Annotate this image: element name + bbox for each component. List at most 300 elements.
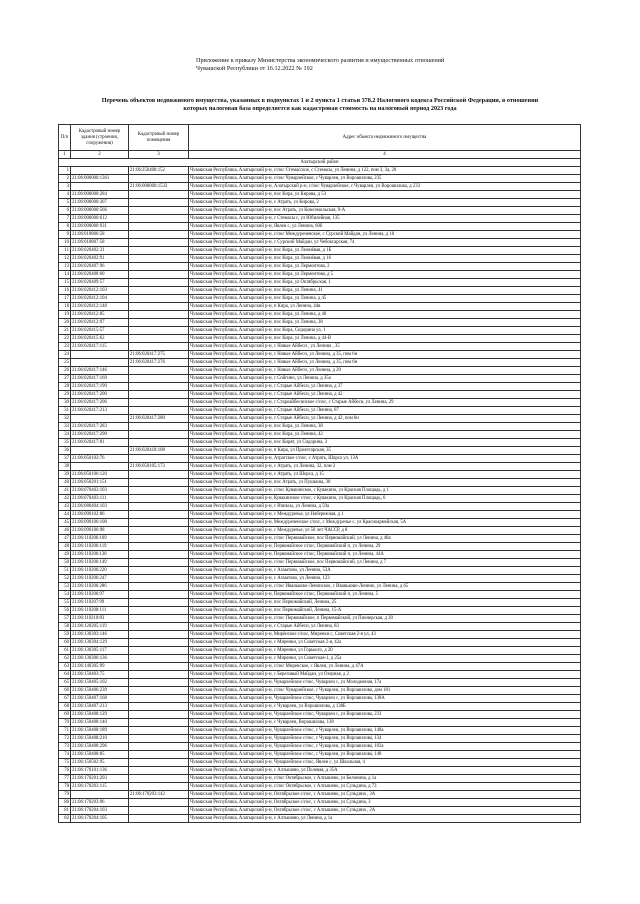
address: Чувашская Республика, Алатырский р-н, с Чуварлеи, Ворошилова, 138 xyxy=(189,719,581,727)
row-number: 55 xyxy=(59,599,71,607)
building-cadastral-number: 21:06:090106:98 xyxy=(71,527,129,535)
building-cadastral-number: 21:06:150408:140 xyxy=(71,719,129,727)
table-row xyxy=(59,807,581,815)
table-row xyxy=(59,207,581,215)
address: Чувашская Республика, Алатырский р-н, Первомайское с/пос, Первомайский п, ул Ленина, 29 xyxy=(189,543,581,551)
building-cadastral-number: 21:06:000000:284 xyxy=(71,191,129,199)
row-number: 74 xyxy=(59,751,71,759)
table-row xyxy=(59,375,581,383)
building-cadastral-number: 21:06:150502:95 xyxy=(71,759,129,767)
building-cadastral-number: 21:06:150408:85 xyxy=(71,751,129,759)
room-cadastral-number xyxy=(129,207,189,215)
table-header-row xyxy=(59,125,581,151)
table-row xyxy=(59,799,581,807)
table-row xyxy=(59,455,581,463)
room-cadastral-number: 21:06:020417:276 xyxy=(129,359,189,367)
address: Чувашская Республика, Алатырский р-н, Кувакинское с/пос, с Кувакино, ул Красная Площадь, 6 xyxy=(189,495,581,503)
address: Чувашская Республика, Алатырский р-н, пос Кира, ул Ленина, д 44-В xyxy=(189,335,581,343)
row-number: 21 xyxy=(59,327,71,335)
row-number: 65 xyxy=(59,679,71,687)
room-cadastral-number xyxy=(129,263,189,271)
room-cadastral-number xyxy=(129,335,189,343)
room-cadastral-number xyxy=(129,319,189,327)
property-table xyxy=(58,124,581,823)
building-cadastral-number: 21:06:020402:91 xyxy=(71,255,129,263)
building-cadastral-number: 21:06:150408:189 xyxy=(71,727,129,735)
document-title-line-2: которых налоговая база определяется как кадастровая стоимость на налоговый период 2023 года xyxy=(183,105,457,112)
row-number: 67 xyxy=(59,695,71,703)
row-number: 6 xyxy=(59,207,71,215)
table-row xyxy=(59,231,581,239)
table-row xyxy=(59,791,581,799)
address: Чувашская Республика, Алатырский р-н, с Старые Айбеси, ул Ленина, д 42 xyxy=(189,391,581,399)
table-row xyxy=(59,391,581,399)
address: Чувашская Республика, Алатырский р-н, Алатырский р-н, с/пос Чуварлейское, с Чуварлеи, ул Ворошилова, д 233 xyxy=(189,183,581,191)
table-row xyxy=(59,415,581,423)
address: Чувашская Республика, Алатырский р-н, пос Атрать, ул Комсомольская, 9-А xyxy=(189,207,581,215)
room-cadastral-number xyxy=(129,471,189,479)
room-cadastral-number xyxy=(129,719,189,727)
building-cadastral-number: 21:06:020417:283 xyxy=(71,423,129,431)
building-cadastral-number: 21:06:050201:151 xyxy=(71,479,129,487)
building-cadastral-number: 21:06:000000:931 xyxy=(71,223,129,231)
room-cadastral-number xyxy=(129,231,189,239)
row-number: 24 xyxy=(59,351,71,359)
room-cadastral-number xyxy=(129,551,189,559)
row-number: 4 xyxy=(59,191,71,199)
address: Чувашская Республика, Алатырский р-н, с Новые Айбеси, ул Ленина, д 20 xyxy=(189,367,581,375)
room-cadastral-number xyxy=(129,543,189,551)
row-number: 57 xyxy=(59,615,71,623)
row-number: 34 xyxy=(59,431,71,439)
table-row xyxy=(59,527,581,535)
row-number: 40 xyxy=(59,479,71,487)
table-row xyxy=(59,759,581,767)
room-cadastral-number: 21:06:170203:142 xyxy=(129,791,189,799)
table-row xyxy=(59,167,581,175)
table-row xyxy=(59,775,581,783)
building-cadastral-number: 21:06:020415:62 xyxy=(71,335,129,343)
address: Чувашская Республика, Алатырский р-н, Чуварлейское с/пос, Чуварлеи с, ул Ворошилова, 233 xyxy=(189,711,581,719)
room-cadastral-number: 21:06:000000:1533 xyxy=(129,183,189,191)
address: Чувашская Республика, Алатырский р-н, с Новые Айбеси, ул Ленина, д 35, пом 6н xyxy=(189,359,581,367)
building-cadastral-number xyxy=(71,447,129,455)
row-number: 79 xyxy=(59,791,71,799)
room-cadastral-number xyxy=(129,631,189,639)
row-number: 44 xyxy=(59,511,71,519)
room-cadastral-number xyxy=(129,215,189,223)
building-cadastral-number: 21:06:050103:76 xyxy=(71,455,129,463)
table-row xyxy=(59,311,581,319)
table-row xyxy=(59,735,581,743)
address: Чувашская Республика, Алатырский р-н, пос Кира, ул Ленина, 38 xyxy=(189,319,581,327)
building-cadastral-number: 21:06:170204:103 xyxy=(71,807,129,815)
row-number: 73 xyxy=(59,743,71,751)
room-cadastral-number xyxy=(129,375,189,383)
building-cadastral-number xyxy=(71,463,129,471)
address: Чувашская Республика, Алатырский р-н, с Сурский Майдан, ул Чебоксарская, 74 xyxy=(189,239,581,247)
building-cadastral-number: 21:06:000000:1361 xyxy=(71,175,129,183)
building-cadastral-number xyxy=(71,359,129,367)
room-cadastral-number xyxy=(129,175,189,183)
address: Чувашская Республика, Алатырский р-н, Чуварлейское с/пос, Явлеи с, ул Школьная, 4 xyxy=(189,759,581,767)
row-number: 49 xyxy=(59,551,71,559)
address: Чувашская Республика, Алатырский р-н, с Атрать, ул Ленина, 32, пом 2 xyxy=(189,463,581,471)
table-row xyxy=(59,751,581,759)
room-cadastral-number xyxy=(129,527,189,535)
room-cadastral-number xyxy=(129,711,189,719)
room-cadastral-number xyxy=(129,511,189,519)
building-cadastral-number: 21:06:110207:99 xyxy=(71,599,129,607)
address: Чувашская Республика, Алатырский р-н, пос Кира, ул Ленина, д 40 xyxy=(189,311,581,319)
building-cadastral-number: 21:06:110206:119 xyxy=(71,543,129,551)
row-number: 20 xyxy=(59,319,71,327)
address: Чувашская Республика, Алатырский р-н, с Атрать, ул Кирова, 2 xyxy=(189,199,581,207)
table-row xyxy=(59,615,581,623)
building-cadastral-number: 21:06:020417:146 xyxy=(71,367,129,375)
address: Чувашская Республика, Алатырский р-н, с Сойгино, ул Ленина, д 35а xyxy=(189,375,581,383)
building-cadastral-number: 21:06:140305:99 xyxy=(71,663,129,671)
address: Чувашская Республика, Алатырский р-н, с/пос Миренское, с Явлеи, ул Ленина, д 47А xyxy=(189,663,581,671)
row-number: 60 xyxy=(59,639,71,647)
building-cadastral-number: 21:06:020417:115 xyxy=(71,343,129,351)
room-cadastral-number xyxy=(129,583,189,591)
building-cadastral-number: 21:06:110206:286 xyxy=(71,583,129,591)
building-cadastral-number: 21:06:020412:97 xyxy=(71,319,129,327)
address: Чувашская Республика, Алатырский р-н, с/пос Кувакинское, с Кувакино, ул Красная Площадь, д 1 xyxy=(189,487,581,495)
building-cadastral-number xyxy=(71,791,129,799)
room-cadastral-number xyxy=(129,287,189,295)
address: Чувашская Республика, Алатырский р-н, с/пос Первомайское, пос Первомайский, ул Ленина, д 7 xyxy=(189,559,581,567)
room-cadastral-number xyxy=(129,559,189,567)
address: Чувашская Республика, Алатырский р-н, Октябрьское с/пос, с Алтышево, ул Сульдина, 3 xyxy=(189,799,581,807)
building-cadastral-number: 21:06:110206:247 xyxy=(71,575,129,583)
row-number: 25 xyxy=(59,359,71,367)
address: Чувашская Республика, Алатырский р-н, с Миренки, ул Советская 2-я, 42а xyxy=(189,639,581,647)
table-row xyxy=(59,295,581,303)
building-cadastral-number: 21:06:010807:58 xyxy=(71,239,129,247)
row-number: 53 xyxy=(59,583,71,591)
table-row xyxy=(59,223,581,231)
building-cadastral-number: 21:06:020407:96 xyxy=(71,263,129,271)
building-cadastral-number: 21:06:120205:119 xyxy=(71,623,129,631)
row-number: 7 xyxy=(59,215,71,223)
table-row xyxy=(59,543,581,551)
room-cadastral-number xyxy=(129,567,189,575)
row-number: 66 xyxy=(59,687,71,695)
header-address: Адрес объекта недвижимого имущества xyxy=(189,125,581,151)
building-cadastral-number: 21:06:020417:200 xyxy=(71,391,129,399)
room-cadastral-number xyxy=(129,383,189,391)
table-row xyxy=(59,383,581,391)
row-number: 43 xyxy=(59,503,71,511)
building-cadastral-number: 21:06:090102:86 xyxy=(71,511,129,519)
header-room-cadastral: Кадастровый номер помещения xyxy=(129,125,189,151)
table-row xyxy=(59,815,581,823)
address: Чувашская Республика, Алатырский р-н, Чуварлейское с/пос, Чуварлеи с, ул Ворошилова, 138А xyxy=(189,695,581,703)
address: Чувашская Республика, Алатырский р-н, с Новые Айбеси, ул Ленина, д 35, пом 6н xyxy=(189,351,581,359)
room-cadastral-number xyxy=(129,271,189,279)
building-cadastral-number: 21:06:170101:136 xyxy=(71,767,129,775)
column-number: 4 xyxy=(189,151,581,159)
building-cadastral-number: 21:06:110210:83 xyxy=(71,615,129,623)
row-number: 76 xyxy=(59,767,71,775)
building-cadastral-number: 21:06:150408:129 xyxy=(71,711,129,719)
table-row xyxy=(59,783,581,791)
building-cadastral-number: 21:06:020417:169 xyxy=(71,375,129,383)
table-row xyxy=(59,463,581,471)
room-cadastral-number xyxy=(129,775,189,783)
address: Чувашская Республика, Алатырский р-н, пос Кира, ул Лермонтова, д 5 xyxy=(189,271,581,279)
table-row xyxy=(59,335,581,343)
address: Чувашская Республика, Алатырский р-н, с Ахматово, ул Ленина, 53А xyxy=(189,567,581,575)
table-row xyxy=(59,359,581,367)
building-cadastral-number: 21:06:020412:103 xyxy=(71,287,129,295)
building-cadastral-number: 21:06:130306:136 xyxy=(71,655,129,663)
room-cadastral-number xyxy=(129,743,189,751)
address: Чувашская Республика, Алатырский р-н, пос Кира, ул Ленина, 42 xyxy=(189,431,581,439)
address: Чувашская Республика, Алатырский р-н, с Алтышево, ул Полевая, д 35А xyxy=(189,767,581,775)
table-row xyxy=(59,175,581,183)
building-cadastral-number xyxy=(71,415,129,423)
row-number: 13 xyxy=(59,263,71,271)
row-number: 80 xyxy=(59,799,71,807)
row-number: 16 xyxy=(59,287,71,295)
table-row xyxy=(59,255,581,263)
row-number: 78 xyxy=(59,783,71,791)
building-cadastral-number: 21:06:020412:148 xyxy=(71,303,129,311)
building-cadastral-number: 21:06:170201:203 xyxy=(71,775,129,783)
row-number: 3 xyxy=(59,183,71,191)
building-cadastral-number: 21:06:170203:96 xyxy=(71,799,129,807)
document-title-line-1: Перечень объектов недвижимого имущества, указанных в подпунктах 1 и 2 пункта 1 статьи 378.2 Налогового кодекса Российской Федерации, в отношении xyxy=(101,97,539,104)
room-cadastral-number xyxy=(129,247,189,255)
address: Чувашская Республика, Алатырский р-н, с Междуречье, ул Набережная, д 1 xyxy=(189,511,581,519)
address: Чувашская Республика, Алатырский р-н, п Кира, ул Ленина, 44в xyxy=(189,303,581,311)
table-row xyxy=(59,327,581,335)
building-cadastral-number: 21:06:020415:57 xyxy=(71,327,129,335)
table-row xyxy=(59,367,581,375)
table-row xyxy=(59,567,581,575)
table-row xyxy=(59,719,581,727)
row-number: 45 xyxy=(59,519,71,527)
row-number: 41 xyxy=(59,487,71,495)
address: Чувашская Республика, Алатырский р-н, Чуварлейское с/пос, с Чуварлеи, ул Ворошилова, 148 xyxy=(189,751,581,759)
address: Чувашская Республика, Алатырский р-н, Октябрьское с/пос, с Алтышево, ул Сульдина , 3А xyxy=(189,791,581,799)
table-row xyxy=(59,495,581,503)
building-cadastral-number xyxy=(71,351,129,359)
address: Чувашская Республика, Алатырский р-н, с Ахматово, ул Ленина, 123 xyxy=(189,575,581,583)
table-row xyxy=(59,271,581,279)
row-number: 61 xyxy=(59,647,71,655)
room-cadastral-number xyxy=(129,783,189,791)
address: Чувашская Республика, Алатырский р-н, с/пос Иваньково-Ленинское, с Иваньково-Ленино, ул Ленина, д 65 xyxy=(189,583,581,591)
room-cadastral-number xyxy=(129,799,189,807)
building-cadastral-number: 21:06:020409:57 xyxy=(71,279,129,287)
address: Чувашская Республика, Алатырский р-н, Мирёнское с/пос, Миренки с, Советская 2-я ул, 43 xyxy=(189,631,581,639)
table-row xyxy=(59,607,581,615)
table-row xyxy=(59,703,581,711)
building-cadastral-number: 21:06:170203:115 xyxy=(71,783,129,791)
address: Чувашская Республика, Алатырский р-н, Октябрьское с/пос, с Алтышево, ул Сульдина , 2А xyxy=(189,807,581,815)
column-number: 3 xyxy=(129,151,189,159)
table-row xyxy=(59,647,581,655)
building-cadastral-number: 21:06:150408:296 xyxy=(71,743,129,751)
row-number: 82 xyxy=(59,815,71,823)
table-row xyxy=(59,503,581,511)
building-cadastral-number: 21:06:020417:213 xyxy=(71,407,129,415)
room-cadastral-number xyxy=(129,623,189,631)
table-row xyxy=(59,519,581,527)
table-row xyxy=(59,743,581,751)
room-cadastral-number xyxy=(129,431,189,439)
address: Чувашская Республика, Алатырский р-н, пос Кира, ул Кирова, д 53 xyxy=(189,191,581,199)
room-cadastral-number xyxy=(129,327,189,335)
table-row xyxy=(59,239,581,247)
row-number: 48 xyxy=(59,543,71,551)
appendix-note xyxy=(196,57,496,73)
table-row xyxy=(59,215,581,223)
row-number: 8 xyxy=(59,223,71,231)
room-cadastral-number xyxy=(129,239,189,247)
address: Чувашская Республика, Алатырский р-н, с Старые Айбеси, ул Ленина, д 37 xyxy=(189,383,581,391)
room-cadastral-number xyxy=(129,191,189,199)
room-cadastral-number xyxy=(129,591,189,599)
table-row xyxy=(59,183,581,191)
room-cadastral-number xyxy=(129,575,189,583)
row-number: 72 xyxy=(59,735,71,743)
column-number: 2 xyxy=(71,151,129,159)
table-row xyxy=(59,343,581,351)
room-cadastral-number xyxy=(129,295,189,303)
table-row xyxy=(59,679,581,687)
row-number: 11 xyxy=(59,247,71,255)
room-cadastral-number xyxy=(129,695,189,703)
table-row xyxy=(59,199,581,207)
table-row xyxy=(59,191,581,199)
table-row xyxy=(59,407,581,415)
address: Чувашская Республика, Алатырский р-н, с Миренки, ул Советская-1, д 25а xyxy=(189,655,581,663)
building-cadastral-number: 21:06:150408:210 xyxy=(71,735,129,743)
address: Чувашская Республика, Алатырский р-н, с/пос Чуварлейское, с Чуварлеи, ул Ворошилова, дом 181 xyxy=(189,687,581,695)
building-cadastral-number: 21:06:110208:111 xyxy=(71,607,129,615)
row-number: 70 xyxy=(59,719,71,727)
room-cadastral-number xyxy=(129,807,189,815)
table-row xyxy=(59,599,581,607)
room-cadastral-number xyxy=(129,727,189,735)
row-number: 37 xyxy=(59,455,71,463)
building-cadastral-number: 21:06:110206:138 xyxy=(71,551,129,559)
table-row xyxy=(59,695,581,703)
room-cadastral-number: 21:06:020417:275 xyxy=(129,351,189,359)
room-cadastral-number xyxy=(129,423,189,431)
room-cadastral-number xyxy=(129,735,189,743)
room-cadastral-number xyxy=(129,607,189,615)
header-number: П/п xyxy=(59,125,71,151)
row-number: 68 xyxy=(59,703,71,711)
building-cadastral-number: 21:06:070403:111 xyxy=(71,495,129,503)
address: Чувашская Республика, Алатырский р-н, пос Кира, ул Октябрьская, 1 xyxy=(189,279,581,287)
building-cadastral-number: 21:06:000000:612 xyxy=(71,215,129,223)
building-cadastral-number: 21:06:080404:103 xyxy=(71,503,129,511)
row-number: 10 xyxy=(59,239,71,247)
building-cadastral-number: 21:06:170204:105 xyxy=(71,815,129,823)
row-number: 71 xyxy=(59,727,71,735)
room-cadastral-number xyxy=(129,343,189,351)
table-row xyxy=(59,727,581,735)
building-cadastral-number: 21:06:130305:117 xyxy=(71,647,129,655)
row-number: 9 xyxy=(59,231,71,239)
room-cadastral-number xyxy=(129,639,189,647)
room-cadastral-number xyxy=(129,455,189,463)
table-row xyxy=(59,767,581,775)
table-row xyxy=(59,287,581,295)
table-row xyxy=(59,687,581,695)
room-cadastral-number xyxy=(129,439,189,447)
room-cadastral-number xyxy=(129,599,189,607)
building-cadastral-number: 21:06:020402:31 xyxy=(71,247,129,255)
address: Чувашская Республика, Алатырский р-н, с/пос Октябрьское, с Алтышево, ул Белонина, д 1а xyxy=(189,775,581,783)
room-cadastral-number xyxy=(129,223,189,231)
row-number: 12 xyxy=(59,255,71,263)
room-cadastral-number xyxy=(129,535,189,543)
table-row xyxy=(59,247,581,255)
address: Чувашская Республика, Алатырский р-н, с Чуварлеи, ул Ворошилова, д 138Б xyxy=(189,703,581,711)
address: Чувашская Республика, Алатырский р-н, с Междуречье, ул 50 лет ЧАССР, д 8 xyxy=(189,527,581,535)
row-number: 22 xyxy=(59,335,71,343)
address: Чувашская Республика, Алатырский р-н, Чуварлейское с/пос, с Чуварлеи, ул Ворошилова, 134 xyxy=(189,735,581,743)
building-cadastral-number: 21:06:110206:109 xyxy=(71,535,129,543)
table-row xyxy=(59,447,581,455)
table-row xyxy=(59,663,581,671)
address: Чувашская Республика, Алатырский р-н, пос Кира, ул Лежнёвая, д 16 xyxy=(189,255,581,263)
row-number: 39 xyxy=(59,471,71,479)
table-row xyxy=(59,591,581,599)
address: Чувашская Республика, Алатырский р-н, п Кира, ул Пролетарская, 35 xyxy=(189,447,581,455)
row-number: 15 xyxy=(59,279,71,287)
row-number: 32 xyxy=(59,415,71,423)
table-row xyxy=(59,551,581,559)
row-number: 54 xyxy=(59,591,71,599)
row-number: 42 xyxy=(59,495,71,503)
address: Чувашская Республика, Алатырский р-н, с Старые Айбеси, ул Ленина, 83 xyxy=(189,623,581,631)
room-cadastral-number xyxy=(129,615,189,623)
room-cadastral-number xyxy=(129,679,189,687)
row-number: 59 xyxy=(59,631,71,639)
row-number: 47 xyxy=(59,535,71,543)
table-row xyxy=(59,575,581,583)
room-cadastral-number xyxy=(129,495,189,503)
table-row xyxy=(59,559,581,567)
room-cadastral-number: 21:06:020417:280 xyxy=(129,415,189,423)
row-number: 27 xyxy=(59,375,71,383)
column-number-row xyxy=(59,151,581,159)
building-cadastral-number: 21:06:150407:168 xyxy=(71,695,129,703)
row-number: 69 xyxy=(59,711,71,719)
address: Чувашская Республика, Алатырский р-н, с/пос Октябрьское, с Алтышево, ул Сульдина, д 73 xyxy=(189,783,581,791)
row-number: 5 xyxy=(59,199,71,207)
row-number: 28 xyxy=(59,383,71,391)
row-number: 56 xyxy=(59,607,71,615)
address: Чувашская Республика, Алатырский р-н, пос Кира, ул Ленина, д 45 xyxy=(189,295,581,303)
table-row xyxy=(59,671,581,679)
row-number: 30 xyxy=(59,399,71,407)
room-cadastral-number xyxy=(129,311,189,319)
address: Чувашская Республика, Алатырский р-н, с Стемасы с, ул Юбилейная, 135 xyxy=(189,215,581,223)
room-cadastral-number xyxy=(129,655,189,663)
row-number: 75 xyxy=(59,759,71,767)
room-cadastral-number xyxy=(129,399,189,407)
